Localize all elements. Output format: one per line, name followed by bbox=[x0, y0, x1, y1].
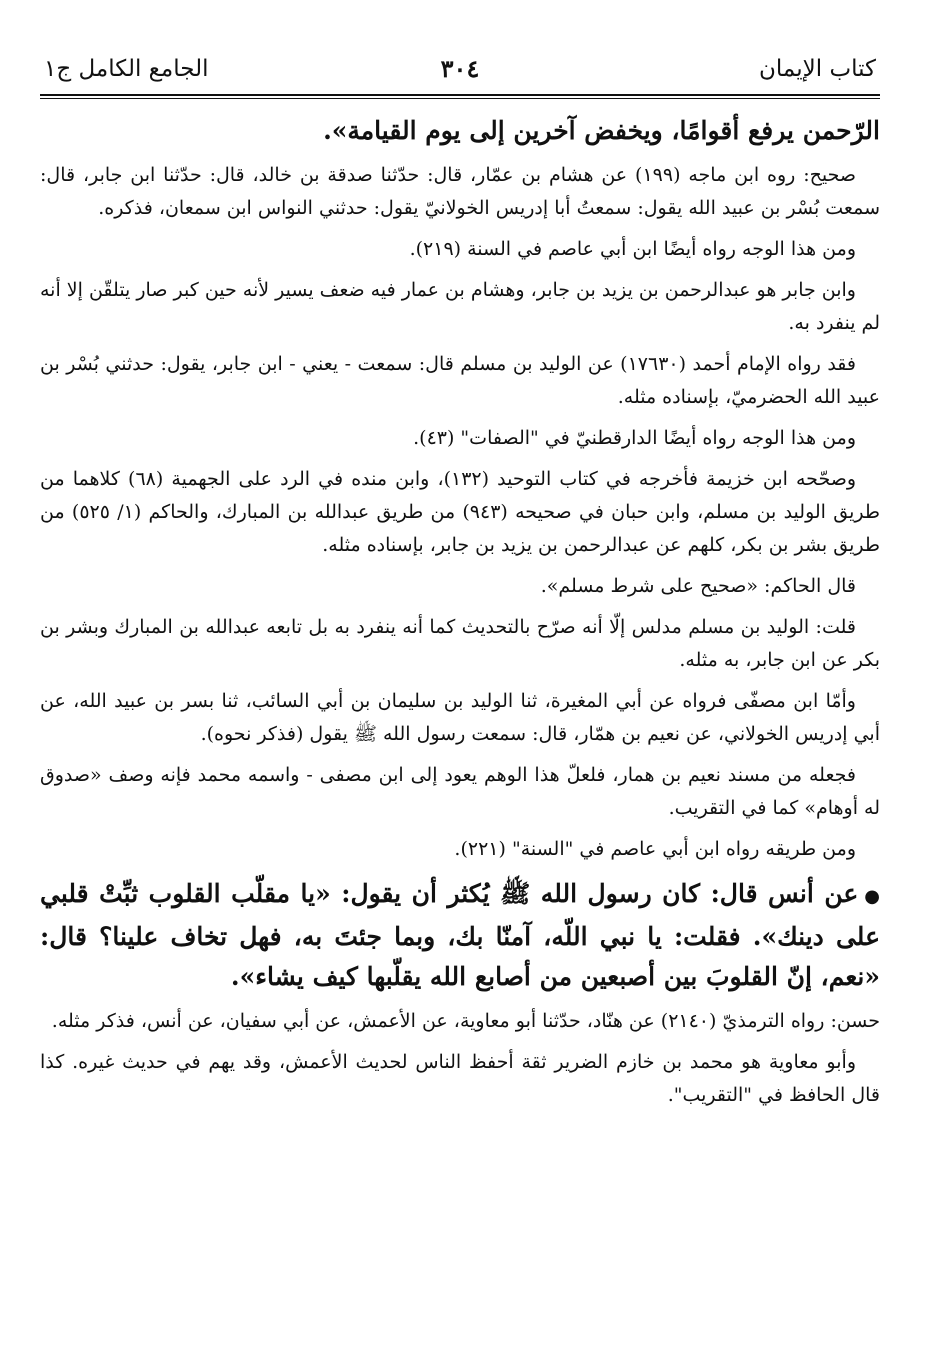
book-page bbox=[40, 48, 880, 1120]
takhrij-paragraph: فجعله من مسند نعيم بن همار، فلعلّ هذا الوهم يعود إلى ابن مصفى - واسمه محمد فإنه وصف «صدوق له أوهام» كما في التقريب. bbox=[40, 764, 880, 819]
series-title: الجامع الكامل ج١ bbox=[44, 56, 209, 82]
hadith-text: عن أنس قال: كان رسول الله ﷺ يُكثر أن يقول: «يا مقلّب القلوب ثبِّتْ قلبي على دينك». فقلت: يا نبي اللّه، آمنّا بك، وبما جئتَ به، فهل تخاف علينا؟ قال: «نعم، إنّ القلوبَ بين أصبعين من أصابع الله يقلّبها كيف يشاء». bbox=[40, 879, 880, 991]
takhrij-paragraph: ومن هذا الوجه رواه أيضًا الدارقطنيّ في "الصفات" (٤٣). bbox=[413, 427, 856, 449]
page-body bbox=[40, 111, 880, 1112]
bullet-icon: ● bbox=[864, 886, 880, 907]
takhrij-paragraph: قال الحاكم: «صحيح على شرط مسلم». bbox=[540, 575, 856, 597]
page-header bbox=[40, 48, 880, 90]
takhrij-paragraph: قلت: الوليد بن مسلم مدلس إلّا أنه صرّح بالتحديث كما أنه ينفرد به بل تابعه عبدالله بن المبارك وبشر بن بكر عن ابن جابر، به مثله. bbox=[40, 616, 880, 671]
page-number: ٣٠٤ bbox=[440, 54, 480, 83]
header-rule bbox=[40, 94, 880, 99]
takhrij-paragraph: صحيح: روه ابن ماجه (١٩٩) عن هشام بن عمّار، قال: حدّثنا صدقة بن خالد، قال: حدّثنا ابن جابر، قال: سمعت بُسْر بن عبيد الله يقول: سمعتُ أبا إدريس الخولانيّ يقول: حدثني النواس ابن سمعان، فذكره. bbox=[40, 164, 880, 219]
book-title: كتاب الإيمان bbox=[759, 56, 876, 82]
takhrij-paragraph: حسن: رواه الترمذيّ (٢١٤٠) عن هنّاد، حدّثنا أبو معاوية، عن الأعمش، عن أبي سفيان، عن أنس، فذكر مثله. bbox=[51, 1010, 880, 1032]
takhrij-paragraph: وأبو معاوية هو محمد بن خازم الضرير ثقة أحفظ الناس لحديث الأعمش، وقد يهم في حديث غيره. كذا قال الحافظ في "التقريب". bbox=[40, 1051, 880, 1106]
takhrij-paragraph: فقد رواه الإمام أحمد (١٧٦٣٠) عن الوليد بن مسلم قال: سمعت - يعني - ابن جابر، يقول: حدثني بُسْر بن عبيد الله الحضرميّ، بإسناده مثله. bbox=[40, 353, 880, 408]
takhrij-paragraph: وابن جابر هو عبدالرحمن بن يزيد بن جابر، وهشام بن عمار فيه ضعف يسير لأنه حين كبر صار يتلقّن إلا أنه لم ينفرد به. bbox=[40, 279, 880, 334]
takhrij-paragraph: ومن هذا الوجه رواه أيضًا ابن أبي عاصم في السنة (٢١٩). bbox=[409, 238, 856, 260]
hadith-ending: الرّحمن يرفع أقوامًا، ويخفض آخرين إلى يوم القيامة». bbox=[323, 116, 880, 145]
takhrij-paragraph: وصحّحه ابن خزيمة فأخرجه في كتاب التوحيد (١٣٢)، وابن منده في الرد على الجهمية (٦٨) كلاهما من طريق الوليد بن مسلم، وابن حبان في صحيحه (٩٤٣) من طريق عبدالله بن المبارك، والحاكم (١/ ٥٢٥) من طريق بشر بن بكر، كلهم عن عبدالرحمن بن يزيد بن جابر، بإسناده مثله. bbox=[40, 468, 880, 556]
takhrij-paragraph: ومن طريقه رواه ابن أبي عاصم في "السنة" (٢٢١). bbox=[454, 838, 856, 860]
takhrij-paragraph: وأمّا ابن مصفّى فرواه عن أبي المغيرة، ثنا الوليد بن سليمان بن أبي السائب، ثنا بسر بن عبيد الله، عن أبي إدريس الخولاني، عن نعيم بن همّار، قال: سمعت رسول الله ﷺ يقول (فذكر نحوه). bbox=[40, 690, 880, 745]
hadith-paragraph bbox=[40, 874, 880, 997]
